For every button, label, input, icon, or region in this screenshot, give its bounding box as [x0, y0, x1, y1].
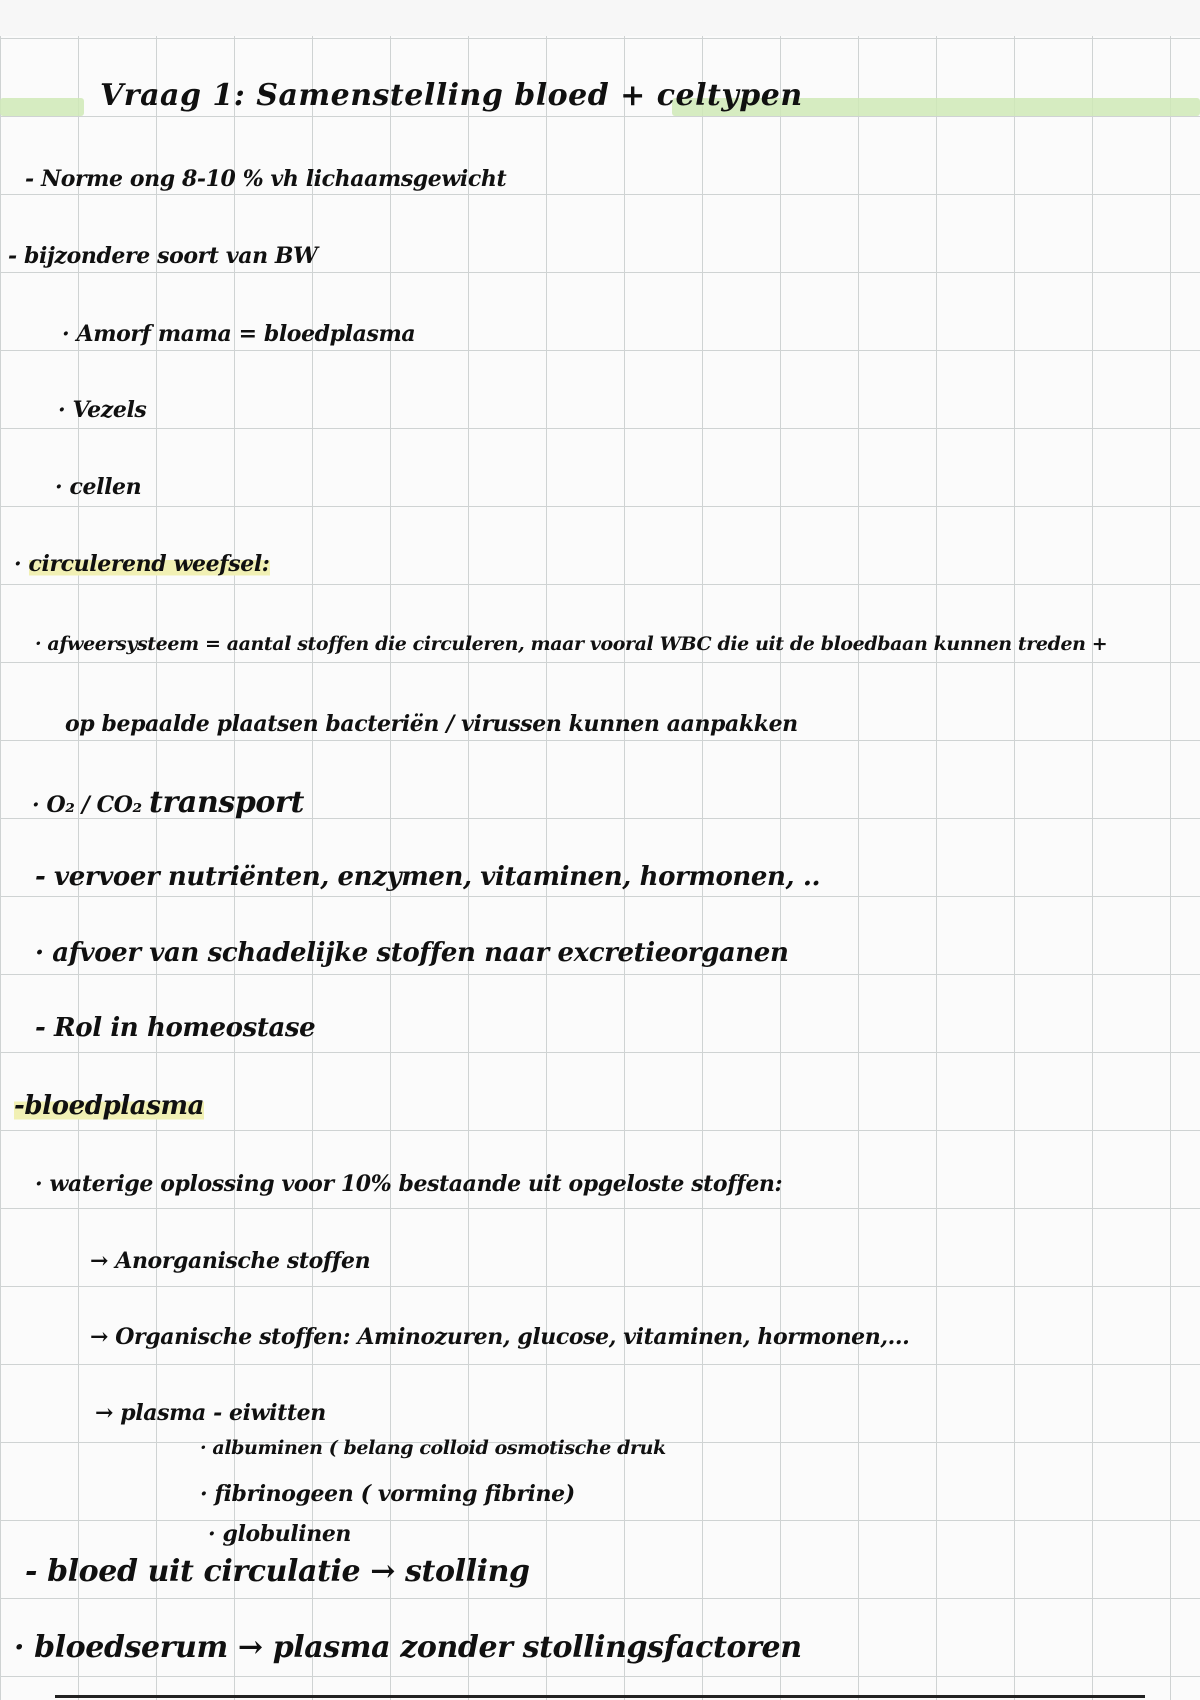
note-line: → Organische stoffen: Aminozuren, glucose, vitaminen, hormonen,... [90, 1324, 910, 1350]
title-highlight-left [0, 98, 84, 116]
note-line: - bloed uit circulatie → stolling [25, 1554, 530, 1589]
highlighted-term: -bloedplasma [14, 1091, 205, 1121]
note-line-transport [32, 785, 304, 820]
note-line: - Rol in homeostase [35, 1013, 316, 1043]
note-line: - vervoer nutriënten, enzymen, vitaminen, hormonen, .. [35, 862, 821, 892]
note-line: · globulinen [208, 1521, 352, 1547]
note-line: · Vezels [58, 397, 147, 423]
note-line-circulerend [14, 551, 270, 577]
top-margin [0, 0, 1200, 36]
bottom-divider [55, 1695, 1145, 1698]
highlighted-term: circulerend weefsel: [28, 551, 270, 577]
page-title: Vraag 1: Samenstelling bloed + celtypen [100, 78, 803, 113]
bullet: · [14, 551, 29, 577]
note-line: · afweersysteem = aantal stoffen die circuleren, maar vooral WBC die uit de bloedbaan kunnen treden + [35, 633, 1108, 655]
note-line: · albuminen ( belang colloid osmotische druk [200, 1437, 666, 1459]
note-line: · fibrinogeen ( vorming fibrine) [200, 1481, 575, 1507]
note-line: · cellen [55, 474, 142, 500]
note-line: · afvoer van schadelijke stoffen naar excretieorganen [35, 938, 789, 968]
note-line: op bepaalde plaatsen bacteriën / virussen kunnen aanpakken [65, 711, 798, 737]
transport-word: transport [149, 785, 304, 820]
section-heading-bloedplasma [14, 1091, 204, 1121]
note-line: - bijzondere soort van BW [8, 243, 318, 269]
transport-prefix: · O₂ / CO₂ [32, 792, 150, 818]
note-line: - Norme ong 8-10 % vh lichaamsgewicht [25, 166, 507, 192]
note-line: → Anorganische stoffen [90, 1248, 371, 1274]
note-line: · Amorf mama = bloedplasma [62, 321, 416, 347]
note-line: → plasma - eiwitten [95, 1400, 326, 1426]
note-line: · waterige oplossing voor 10% bestaande uit opgeloste stoffen: [35, 1171, 783, 1197]
note-line: · bloedserum → plasma zonder stollingsfactoren [14, 1630, 802, 1665]
